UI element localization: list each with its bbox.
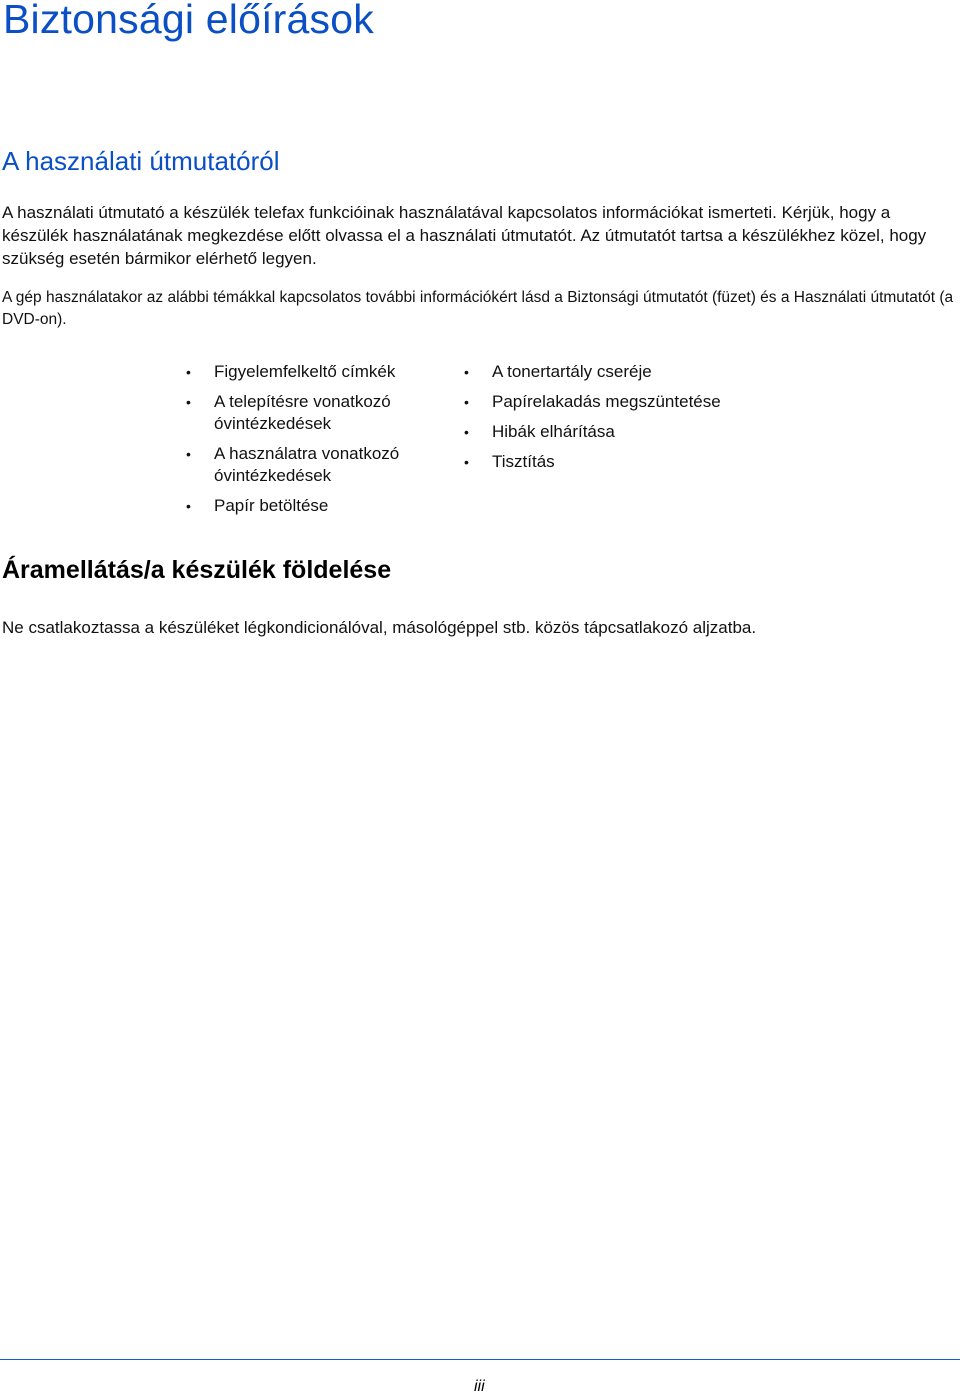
- list-item: [464, 421, 784, 443]
- list-item: [464, 391, 784, 413]
- list-item: [464, 361, 784, 383]
- list-item: [186, 391, 436, 435]
- bullet-icon: •: [464, 424, 469, 440]
- list-item-label: A telepítésre vonatkozó óvintézkedések: [214, 392, 391, 433]
- topic-list-right: [464, 361, 784, 481]
- bullet-icon: •: [186, 364, 191, 380]
- bullet-icon: •: [464, 454, 469, 470]
- bullet-icon: •: [464, 364, 469, 380]
- list-item-label: Hibák elhárítása: [492, 422, 615, 441]
- page-number: iii: [474, 1378, 485, 1395]
- list-item: [186, 495, 436, 517]
- list-item-label: Tisztítás: [492, 452, 555, 471]
- list-item-label: Papírelakadás megszüntetése: [492, 392, 721, 411]
- bullet-icon: •: [186, 394, 191, 410]
- bullet-icon: •: [186, 446, 191, 462]
- list-item: [186, 361, 436, 383]
- list-item-label: A tonertartály cseréje: [492, 362, 652, 381]
- list-item-label: A használatra vonatkozó óvintézkedések: [214, 444, 400, 485]
- power-paragraph: Ne csatlakoztassa a készüléket légkondicionálóval, másológéppel stb. közös tápcsatlakozó aljzatba.: [2, 618, 757, 637]
- about-paragraph: A használati útmutató a készülék telefax funkcióinak használatával kapcsolatos információkat ismerteti. Kérjük, hogy a készülék használatának megkezdése előtt olvassa el a használati útmutatót. Az útmutatót tartsa a készülékhez közel, hogy szükség esetén bármikor elérhető legyen.: [2, 203, 927, 268]
- bullet-icon: •: [186, 498, 191, 514]
- list-item: [186, 443, 436, 487]
- list-item: [464, 451, 784, 473]
- reference-paragraph: A gép használatakor az alábbi témákkal kapcsolatos további információkért lásd a Biztonsági útmutatót (füzet) és a Használati útmutatót (a DVD-on).: [2, 289, 954, 328]
- page-title: Biztonsági előírások: [3, 0, 374, 42]
- bullet-icon: •: [464, 394, 469, 410]
- section-heading-power: Áramellátás/a készülék földelése: [2, 556, 392, 584]
- topic-list-left: [186, 361, 436, 525]
- footer-divider: [0, 1359, 960, 1360]
- section-heading-about: A használati útmutatóról: [2, 146, 280, 176]
- list-item-label: Papír betöltése: [214, 496, 329, 515]
- list-item-label: Figyelemfelkeltő címkék: [214, 362, 396, 381]
